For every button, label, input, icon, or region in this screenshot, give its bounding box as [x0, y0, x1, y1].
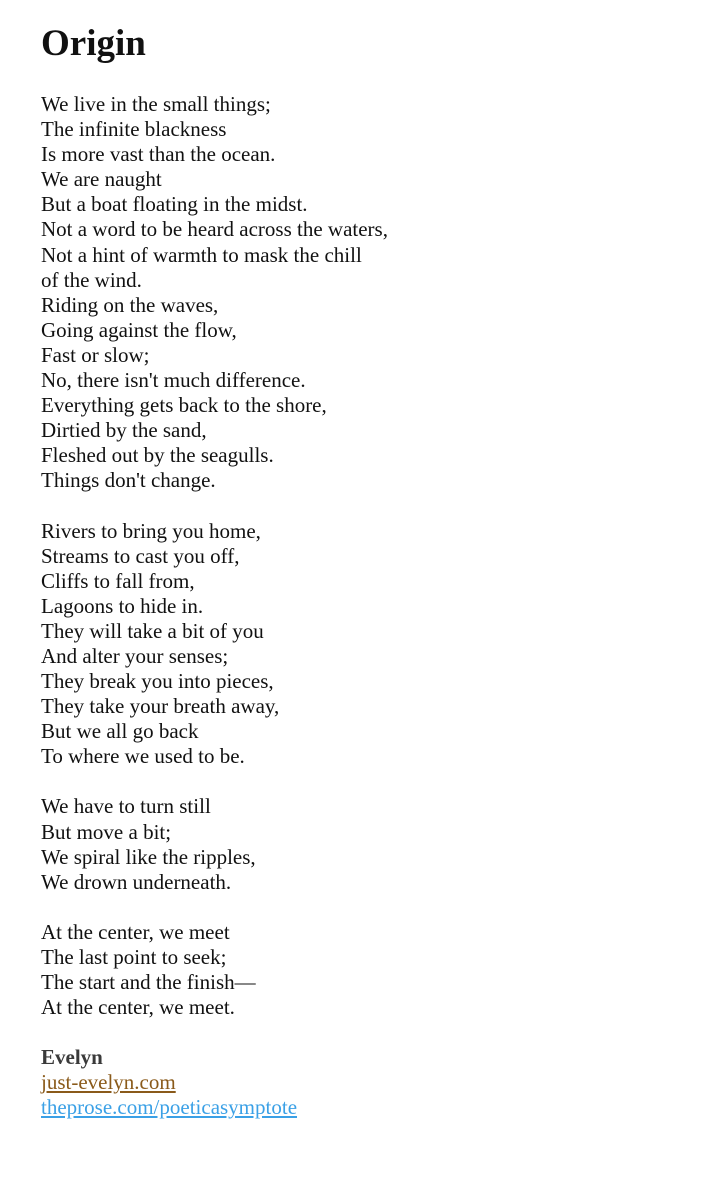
poem-line: Lagoons to hide in.	[41, 593, 204, 618]
stanza-4	[41, 920, 701, 1020]
poem-line: We are naught	[41, 167, 162, 192]
poem-line: Not a hint of warmth to mask the chill	[41, 242, 362, 267]
poem-line: Fast or slow;	[41, 342, 150, 367]
poem-line: No, there isn't much difference.	[41, 368, 306, 393]
poem-line: We drown underneath.	[41, 869, 232, 894]
poem-line: And alter your senses;	[41, 643, 229, 668]
poem-line: But a boat floating in the midst.	[41, 192, 308, 217]
poem-line: We have to turn still	[41, 794, 211, 819]
author-name: Evelyn	[41, 1045, 103, 1070]
stanza-2	[41, 519, 701, 770]
poem-line: Dirtied by the sand,	[41, 418, 207, 443]
poem-footer	[41, 1045, 701, 1120]
poem-line: Not a word to be heard across the waters,	[41, 217, 388, 242]
poem-line: At the center, we meet.	[41, 995, 235, 1020]
poem-line: Everything gets back to the shore,	[41, 393, 327, 418]
stanza-3	[41, 794, 701, 894]
poem-line: But move a bit;	[41, 819, 172, 844]
poem-line: But we all go back	[41, 719, 199, 744]
poem-line: The last point to seek;	[41, 944, 227, 969]
poem-line: of the wind.	[41, 267, 142, 292]
poem-line: Rivers to bring you home,	[41, 518, 261, 543]
poem-line: At the center, we meet	[41, 919, 230, 944]
poem-line: The infinite blackness	[41, 117, 227, 142]
poem-line: Fleshed out by the seagulls.	[41, 443, 274, 468]
prose-profile-link[interactable]: theprose.com/poeticasymptote	[41, 1095, 298, 1120]
poem-line: We spiral like the ripples,	[41, 844, 256, 869]
poem-line: Streams to cast you off,	[41, 543, 240, 568]
poem-title: Origin	[41, 23, 146, 64]
poem-line: They will take a bit of you	[41, 618, 264, 643]
stanza-1	[41, 92, 701, 494]
poem-line: The start and the finish—	[41, 970, 256, 994]
poem-line: Cliffs to fall from,	[41, 568, 195, 593]
poem-line: They break you into pieces,	[41, 669, 274, 694]
poem-line: Things don't change.	[41, 468, 216, 493]
poem-line: To where we used to be.	[41, 744, 245, 769]
poem-page	[41, 22, 701, 1120]
poem-line: We live in the small things;	[41, 92, 271, 116]
poem-line: Is more vast than the ocean.	[41, 142, 276, 167]
poem-line: They take your breath away,	[41, 694, 280, 719]
poem-line: Going against the flow,	[41, 317, 237, 342]
poem-line: Riding on the waves,	[41, 292, 219, 317]
personal-website-link[interactable]: just-evelyn.com	[41, 1070, 176, 1095]
